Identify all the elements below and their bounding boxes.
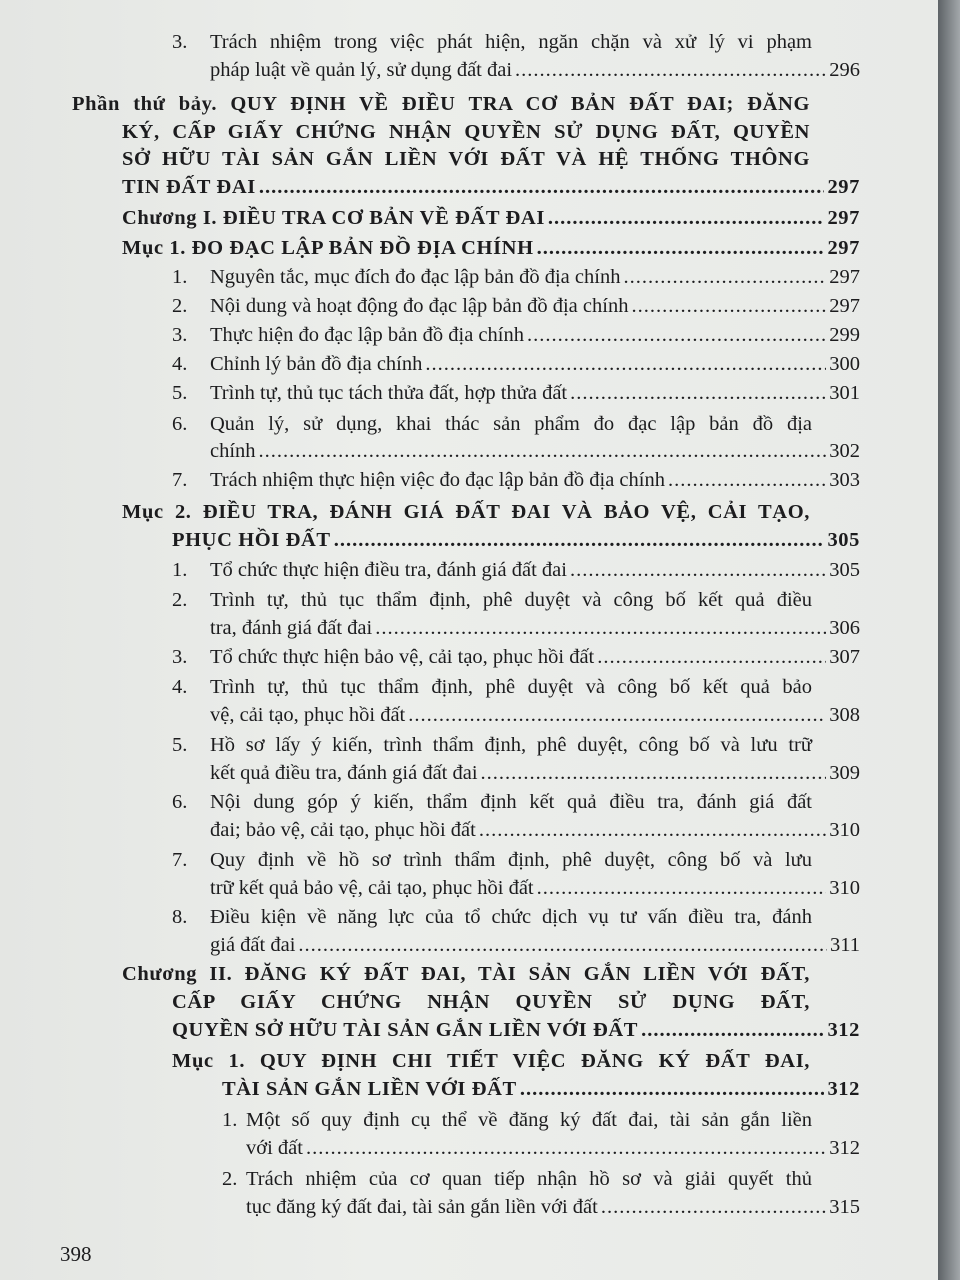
toc-entry-line	[172, 410, 812, 438]
entry-title: chính	[210, 440, 256, 462]
entry-number: 2.	[222, 1168, 238, 1190]
page-number: 398	[60, 1242, 92, 1266]
entry-title: Điều kiện về năng lực của tổ chức dịch vụ tư vấn điều tra, đánh	[210, 906, 812, 928]
toc-entry-line	[122, 498, 810, 526]
subsection-title: Mục 1. QUY ĐỊNH CHI TIẾT VIỆC ĐĂNG KÝ ĐẤT ĐAI,	[172, 1050, 810, 1072]
entry-title: Trách nhiệm của cơ quan tiếp nhận hồ sơ và giải quyết thủ	[246, 1168, 812, 1190]
dot-leader	[537, 874, 827, 894]
toc-entry-line	[210, 931, 860, 959]
entry-title: Trình tự, thủ tục thẩm định, phê duyệt và công bố kết quả điều	[210, 589, 812, 611]
dot-leader	[527, 321, 826, 341]
entry-number: 8.	[172, 906, 188, 928]
section-title: KÝ, CẤP GIẤY CHỨNG NHẬN QUYỀN SỬ DỤNG ĐẤT, QUYỀN	[122, 121, 810, 143]
toc-entry-line	[172, 643, 860, 671]
entry-number: 5.	[172, 382, 188, 404]
entry-title: tục đăng ký đất đai, tài sản gắn liền với đất	[246, 1196, 598, 1218]
entry-number: 6.	[172, 791, 188, 813]
entry-title: Thực hiện đo đạc lập bản đồ địa chính	[210, 324, 524, 346]
entry-page: 297	[827, 237, 860, 259]
chapter-title: Chương I. ĐIỀU TRA CƠ BẢN VỀ ĐẤT ĐAI	[122, 207, 545, 229]
entry-title: Quản lý, sử dụng, khai thác sản phẩm đo đạc lập bản đồ địa	[210, 413, 812, 435]
entry-page: 303	[829, 469, 860, 491]
toc-entry-line	[172, 263, 860, 291]
toc-entry-line	[172, 731, 812, 759]
entry-number: 2.	[172, 589, 188, 611]
entry-title: Tổ chức thực hiện điều tra, đánh giá đất đai	[210, 559, 567, 581]
toc-entry-line	[210, 759, 860, 787]
dot-leader	[631, 292, 826, 312]
toc-entry-line	[172, 556, 860, 584]
chapter-title: Chương II. ĐĂNG KÝ ĐẤT ĐAI, TÀI SẢN GẮN LIỀN VỚI ĐẤT,	[122, 963, 810, 985]
section-title: Phần thứ bảy. QUY ĐỊNH VỀ ĐIỀU TRA CƠ BẢN ĐẤT ĐAI; ĐĂNG	[72, 93, 810, 115]
subsection-title: PHỤC HỒI ĐẤT	[172, 529, 331, 551]
entry-number: 7.	[172, 469, 188, 491]
toc-entry-line	[172, 292, 860, 320]
dot-leader	[570, 556, 826, 576]
entry-title: Trách nhiệm thực hiện việc đo đạc lập bản đồ địa chính	[210, 469, 665, 491]
toc-entry-line	[222, 1075, 860, 1103]
entry-title: kết quả điều tra, đánh giá đất đai	[210, 762, 478, 784]
entry-title: Chỉnh lý bản đồ địa chính	[210, 353, 423, 375]
toc-entry-line	[172, 379, 860, 407]
entry-number: 3.	[172, 646, 188, 668]
entry-title: Tổ chức thực hiện bảo vệ, cải tạo, phục hồi đất	[210, 646, 595, 668]
toc-entry-line	[172, 673, 812, 701]
entry-number: 3.	[172, 31, 188, 53]
toc-entry-line	[122, 234, 860, 262]
subsection-title: TÀI SẢN GẮN LIỀN VỚI ĐẤT	[222, 1078, 517, 1100]
dot-leader	[479, 816, 826, 836]
subsection-title: Mục 1. ĐO ĐẠC LẬP BẢN ĐỒ ĐỊA CHÍNH	[122, 237, 534, 259]
entry-page: 308	[829, 704, 860, 726]
entry-page: 312	[829, 1137, 860, 1159]
toc-entry-line	[222, 1165, 812, 1193]
entry-title: Quy định về hồ sơ trình thẩm định, phê duyệt, công bố và lưu	[210, 849, 812, 871]
dot-leader	[623, 263, 826, 283]
toc-entry-line	[172, 466, 860, 494]
toc-entry-line	[172, 1016, 860, 1044]
entry-page: 296	[829, 59, 860, 81]
entry-page: 310	[829, 819, 860, 841]
subsection-title: Mục 2. ĐIỀU TRA, ĐÁNH GIÁ ĐẤT ĐAI VÀ BẢO VỆ, CẢI TẠO,	[122, 501, 810, 523]
entry-title: tra, đánh giá đất đai	[210, 617, 373, 639]
toc-entry-line	[172, 1047, 810, 1075]
dot-leader	[481, 759, 827, 779]
toc-entry-line	[246, 1134, 860, 1162]
dot-leader	[537, 234, 825, 254]
entry-page: 315	[829, 1196, 860, 1218]
entry-number: 1.	[172, 559, 188, 581]
dot-leader	[520, 1075, 825, 1095]
toc-entry-line	[172, 586, 812, 614]
toc-entry-line	[172, 903, 812, 931]
entry-title: Nguyên tắc, mục đích đo đạc lập bản đồ địa chính	[210, 266, 621, 288]
section-title: TIN ĐẤT ĐAI	[122, 176, 256, 198]
entry-title: Nội dung và hoạt động đo đạc lập bản đồ địa chính	[210, 295, 629, 317]
toc-entry-line	[122, 173, 860, 201]
toc-entry-line	[172, 350, 860, 378]
dot-leader	[259, 173, 825, 193]
entry-page: 297	[827, 207, 860, 229]
chapter-title: CẤP GIẤY CHỨNG NHẬN QUYỀN SỬ DỤNG ĐẤT,	[172, 991, 810, 1013]
dot-leader	[641, 1016, 824, 1036]
entry-number: 2.	[172, 295, 188, 317]
entry-page: 312	[827, 1019, 860, 1041]
dot-leader	[298, 931, 827, 951]
entry-page: 297	[829, 266, 860, 288]
dot-leader	[375, 614, 826, 634]
entry-page: 306	[829, 617, 860, 639]
toc-entry-line	[210, 701, 860, 729]
entry-title: Trình tự, thủ tục tách thửa đất, hợp thửa đất	[210, 382, 568, 404]
entry-page: 297	[827, 176, 860, 198]
dot-leader	[548, 204, 825, 224]
entry-number: 5.	[172, 734, 188, 756]
entry-title: trữ kết quả bảo vệ, cải tạo, phục hồi đất	[210, 877, 534, 899]
entry-number: 7.	[172, 849, 188, 871]
dot-leader	[425, 350, 826, 370]
dot-leader	[668, 466, 826, 486]
entry-page: 312	[827, 1078, 860, 1100]
entry-title: Trách nhiệm trong việc phát hiện, ngăn chặn và xử lý vi phạm	[210, 31, 812, 53]
toc-entry-line	[172, 28, 812, 56]
book-edge-shadow	[938, 0, 960, 1280]
entry-title: Một số quy định cụ thể về đăng ký đất đai, tài sản gắn liền	[246, 1109, 812, 1131]
entry-title: Hồ sơ lấy ý kiến, trình thẩm định, phê duyệt, công bố và lưu trữ	[210, 734, 812, 756]
toc-entry-line	[122, 118, 810, 146]
entry-page: 305	[829, 559, 860, 581]
dot-leader	[601, 1193, 826, 1213]
toc-entry-line	[210, 874, 860, 902]
entry-number: 6.	[172, 413, 188, 435]
entry-number: 4.	[172, 353, 188, 375]
toc-entry-line	[72, 90, 810, 118]
toc-entry-line	[210, 437, 860, 465]
toc-entry-line	[172, 846, 812, 874]
dot-leader	[515, 56, 826, 76]
entry-title: vệ, cải tạo, phục hồi đất	[210, 704, 406, 726]
entry-number: 4.	[172, 676, 188, 698]
toc-entry-line	[172, 526, 860, 554]
toc-entry-line	[246, 1193, 860, 1221]
entry-page: 310	[829, 877, 860, 899]
entry-page: 311	[830, 934, 860, 956]
entry-page: 299	[829, 324, 860, 346]
toc-entry-line	[210, 56, 860, 84]
toc-entry-line	[172, 988, 810, 1016]
entry-page: 300	[829, 353, 860, 375]
entry-title: đai; bảo vệ, cải tạo, phục hồi đất	[210, 819, 476, 841]
entry-number: 1.	[222, 1109, 238, 1131]
dot-leader	[597, 643, 826, 663]
dot-leader	[570, 379, 826, 399]
toc-entry-line	[122, 204, 860, 232]
toc-entry-line	[210, 816, 860, 844]
toc-entry-line	[222, 1106, 812, 1134]
entry-page: 301	[829, 382, 860, 404]
entry-title: giá đất đai	[210, 934, 296, 956]
entry-page: 297	[829, 295, 860, 317]
entry-title: Nội dung góp ý kiến, thẩm định kết quả điều tra, đánh giá đất	[210, 791, 812, 813]
entry-title: Trình tự, thủ tục thẩm định, phê duyệt và công bố kết quả bảo	[210, 676, 812, 698]
entry-page: 305	[827, 529, 860, 551]
toc-entry-line	[122, 960, 810, 988]
entry-title: với đất	[246, 1137, 303, 1159]
toc-entry-line	[122, 145, 810, 173]
entry-page: 307	[829, 646, 860, 668]
chapter-title: QUYỀN SỞ HỮU TÀI SẢN GẮN LIỀN VỚI ĐẤT	[172, 1019, 639, 1041]
entry-number: 1.	[172, 266, 188, 288]
entry-title: pháp luật về quản lý, sử dụng đất đai	[210, 59, 513, 81]
entry-number: 3.	[172, 324, 188, 346]
toc-entry-line	[172, 321, 860, 349]
entry-page: 309	[829, 762, 860, 784]
entry-page: 302	[829, 440, 860, 462]
section-title: SỞ HỮU TÀI SẢN GẮN LIỀN VỚI ĐẤT VÀ HỆ THỐNG THÔNG	[122, 148, 810, 170]
dot-leader	[259, 437, 827, 457]
dot-leader	[408, 701, 826, 721]
dot-leader	[306, 1134, 826, 1154]
toc-entry-line	[210, 614, 860, 642]
dot-leader	[334, 526, 825, 546]
toc-entry-line	[172, 788, 812, 816]
